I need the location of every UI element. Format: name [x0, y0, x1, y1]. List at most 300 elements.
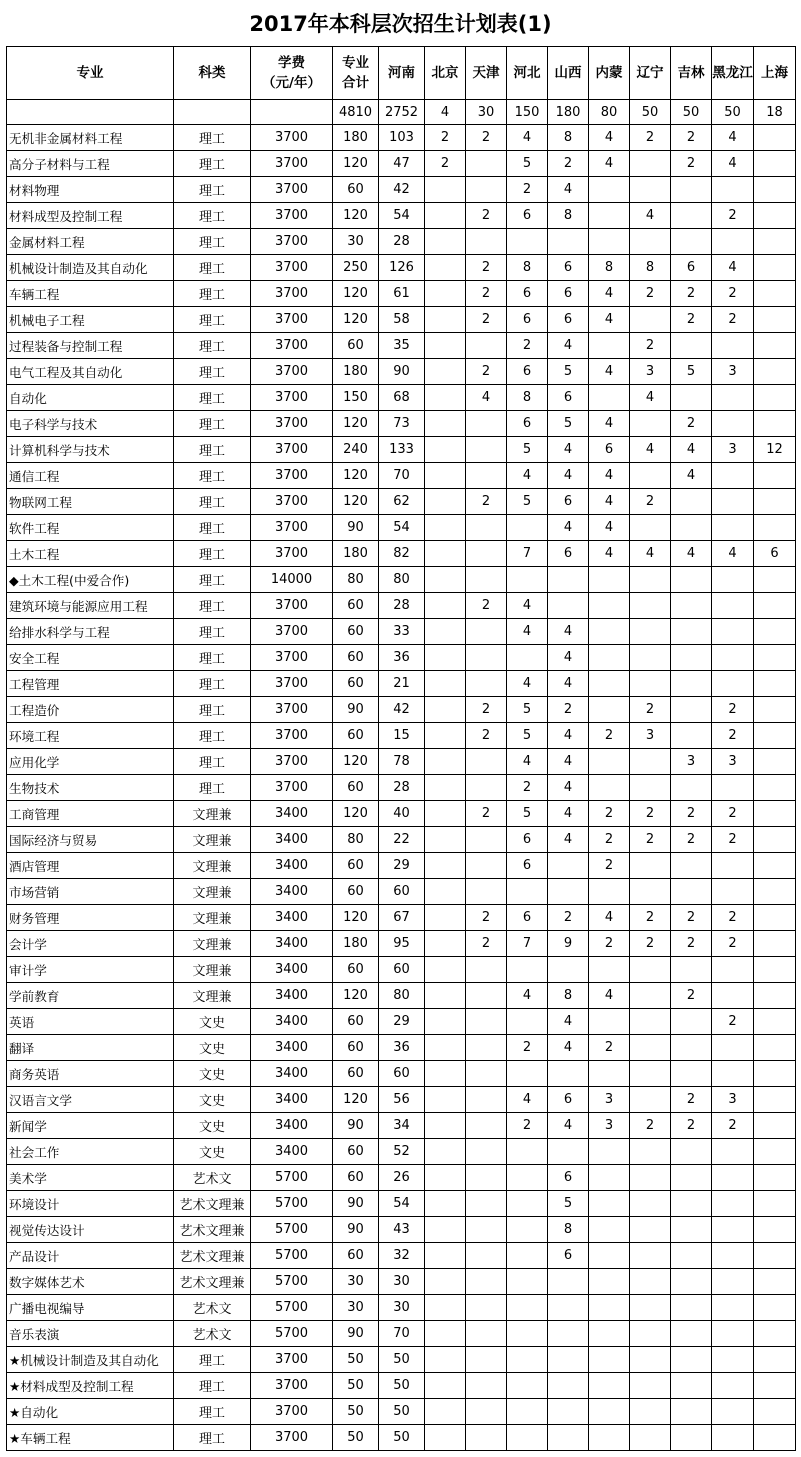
major-total-cell: 60: [333, 593, 379, 619]
province-quota-cell: [425, 957, 466, 983]
province-quota-cell: [589, 1243, 630, 1269]
province-quota-cell: [712, 1165, 754, 1191]
province-quota-cell: [671, 1165, 712, 1191]
province-quota-cell: 2: [548, 697, 589, 723]
province-quota-cell: 4: [630, 541, 671, 567]
province-quota-cell: [589, 749, 630, 775]
province-quota-cell: 2: [712, 697, 754, 723]
fee-cell: 3700: [251, 671, 333, 697]
province-quota-cell: [589, 697, 630, 723]
header-fee: [251, 47, 333, 100]
province-quota-cell: [589, 1399, 630, 1425]
province-quota-cell: 2: [671, 983, 712, 1009]
province-quota-cell: [507, 1399, 548, 1425]
header-province-jilin: 吉林: [671, 47, 712, 100]
province-quota-cell: 6: [548, 1165, 589, 1191]
fee-cell: 3700: [251, 1425, 333, 1451]
province-quota-cell: [712, 1399, 754, 1425]
fee-cell: 3400: [251, 1009, 333, 1035]
major-name-cell: 建筑环境与能源应用工程: [7, 593, 174, 619]
header-major: 专业: [7, 47, 174, 100]
fee-cell: 3400: [251, 801, 333, 827]
fee-cell: 5700: [251, 1321, 333, 1347]
province-quota-cell: [466, 983, 507, 1009]
province-quota-cell: [425, 723, 466, 749]
province-quota-cell: 30: [379, 1295, 425, 1321]
fee-cell: 3700: [251, 593, 333, 619]
province-quota-cell: 3: [671, 749, 712, 775]
table-row: [7, 515, 796, 541]
province-quota-cell: [712, 645, 754, 671]
province-quota-cell: [425, 281, 466, 307]
province-quota-cell: [466, 853, 507, 879]
province-quota-cell: 80: [379, 567, 425, 593]
table-row: [7, 541, 796, 567]
province-quota-cell: [754, 1373, 796, 1399]
province-quota-cell: [507, 1139, 548, 1165]
major-total-cell: 50: [333, 1373, 379, 1399]
province-quota-cell: [712, 177, 754, 203]
province-quota-cell: 2: [671, 827, 712, 853]
province-quota-cell: [630, 151, 671, 177]
province-quota-cell: 3: [712, 1087, 754, 1113]
fee-cell: 3700: [251, 411, 333, 437]
province-quota-cell: 56: [379, 1087, 425, 1113]
province-quota-cell: 2: [466, 255, 507, 281]
province-quota-cell: 9: [548, 931, 589, 957]
fee-cell: 3700: [251, 125, 333, 151]
major-name-cell: 车辆工程: [7, 281, 174, 307]
province-quota-cell: 4: [589, 515, 630, 541]
province-quota-cell: [425, 359, 466, 385]
major-total-cell: 90: [333, 515, 379, 541]
province-quota-cell: [589, 593, 630, 619]
major-name-cell: 汉语言文学: [7, 1087, 174, 1113]
province-quota-cell: [425, 463, 466, 489]
province-quota-cell: [425, 255, 466, 281]
province-quota-cell: 5: [671, 359, 712, 385]
province-quota-cell: [630, 775, 671, 801]
province-quota-cell: [712, 489, 754, 515]
fee-cell: 3700: [251, 151, 333, 177]
province-quota-cell: [589, 957, 630, 983]
province-quota-cell: [712, 619, 754, 645]
province-quota-cell: [425, 1347, 466, 1373]
category-cell: 理工: [174, 229, 251, 255]
major-name-cell: 通信工程: [7, 463, 174, 489]
province-quota-cell: [671, 879, 712, 905]
province-quota-cell: [754, 177, 796, 203]
fee-cell: 5700: [251, 1165, 333, 1191]
category-cell: 理工: [174, 333, 251, 359]
province-quota-cell: [754, 385, 796, 411]
province-quota-cell: 4: [548, 437, 589, 463]
province-quota-cell: [712, 775, 754, 801]
province-quota-cell: 4: [671, 437, 712, 463]
province-quota-cell: [425, 983, 466, 1009]
province-quota-cell: [671, 619, 712, 645]
major-name-cell: 视觉传达设计: [7, 1217, 174, 1243]
major-total-cell: 120: [333, 1087, 379, 1113]
totals-cell: 50: [671, 100, 712, 125]
province-quota-cell: [466, 1373, 507, 1399]
major-name-cell: 商务英语: [7, 1061, 174, 1087]
table-row: [7, 801, 796, 827]
table-row: [7, 255, 796, 281]
province-quota-cell: [425, 1035, 466, 1061]
province-quota-cell: 2: [630, 1113, 671, 1139]
major-total-cell: 60: [333, 1165, 379, 1191]
province-quota-cell: [425, 567, 466, 593]
province-quota-cell: [671, 1295, 712, 1321]
province-quota-cell: 4: [548, 827, 589, 853]
province-quota-cell: [671, 1373, 712, 1399]
province-quota-cell: 6: [507, 281, 548, 307]
fee-cell: 3400: [251, 1087, 333, 1113]
province-quota-cell: 42: [379, 697, 425, 723]
major-total-cell: 180: [333, 359, 379, 385]
province-quota-cell: [671, 1035, 712, 1061]
province-quota-cell: 2: [507, 333, 548, 359]
province-quota-cell: 60: [379, 957, 425, 983]
province-quota-cell: 8: [507, 385, 548, 411]
major-total-cell: 60: [333, 723, 379, 749]
province-quota-cell: [507, 229, 548, 255]
province-quota-cell: 3: [630, 723, 671, 749]
table-row: [7, 723, 796, 749]
category-cell: 文理兼: [174, 983, 251, 1009]
province-quota-cell: 2: [507, 1113, 548, 1139]
header-total-line2: 合计: [342, 75, 369, 91]
fee-cell: 3700: [251, 203, 333, 229]
province-quota-cell: 2: [630, 697, 671, 723]
category-cell: 理工: [174, 593, 251, 619]
table-row: [7, 1373, 796, 1399]
province-quota-cell: [425, 1139, 466, 1165]
province-quota-cell: [630, 229, 671, 255]
category-cell: 文史: [174, 1139, 251, 1165]
province-quota-cell: [548, 879, 589, 905]
province-quota-cell: 8: [548, 203, 589, 229]
totals-blank: [7, 100, 174, 125]
province-quota-cell: [671, 1425, 712, 1451]
province-quota-cell: [589, 1347, 630, 1373]
province-quota-cell: 6: [507, 203, 548, 229]
province-quota-cell: 2: [671, 931, 712, 957]
province-quota-cell: [754, 931, 796, 957]
province-quota-cell: [754, 1347, 796, 1373]
province-quota-cell: [671, 645, 712, 671]
category-cell: 艺术文: [174, 1321, 251, 1347]
province-quota-cell: 4: [589, 151, 630, 177]
province-quota-cell: [466, 411, 507, 437]
province-quota-cell: 6: [548, 385, 589, 411]
province-quota-cell: 4: [630, 437, 671, 463]
province-quota-cell: 30: [379, 1269, 425, 1295]
province-quota-cell: [548, 853, 589, 879]
province-quota-cell: 4: [548, 515, 589, 541]
province-quota-cell: 68: [379, 385, 425, 411]
province-quota-cell: 4: [712, 125, 754, 151]
fee-cell: 3400: [251, 957, 333, 983]
province-quota-cell: [754, 411, 796, 437]
category-cell: 理工: [174, 697, 251, 723]
province-quota-cell: 29: [379, 853, 425, 879]
category-cell: 理工: [174, 1347, 251, 1373]
province-quota-cell: 6: [548, 1243, 589, 1269]
enrollment-plan-table: [6, 46, 796, 1451]
province-quota-cell: 2: [712, 801, 754, 827]
province-quota-cell: 6: [548, 1087, 589, 1113]
province-quota-cell: 2: [671, 1087, 712, 1113]
table-row: [7, 697, 796, 723]
province-quota-cell: [712, 411, 754, 437]
province-quota-cell: [754, 671, 796, 697]
province-quota-cell: [671, 697, 712, 723]
province-quota-cell: [671, 723, 712, 749]
province-quota-cell: 36: [379, 645, 425, 671]
province-quota-cell: [425, 1165, 466, 1191]
province-quota-cell: 8: [548, 983, 589, 1009]
province-quota-cell: 4: [548, 1009, 589, 1035]
major-name-cell: 高分子材料与工程: [7, 151, 174, 177]
major-name-cell: 应用化学: [7, 749, 174, 775]
province-quota-cell: 2: [630, 281, 671, 307]
province-quota-cell: 2: [507, 775, 548, 801]
province-quota-cell: [630, 619, 671, 645]
major-total-cell: 180: [333, 541, 379, 567]
category-cell: 文史: [174, 1113, 251, 1139]
province-quota-cell: 5: [548, 411, 589, 437]
province-quota-cell: [630, 1009, 671, 1035]
major-total-cell: 50: [333, 1347, 379, 1373]
fee-cell: 3700: [251, 489, 333, 515]
province-quota-cell: 36: [379, 1035, 425, 1061]
province-quota-cell: [589, 333, 630, 359]
province-quota-cell: [425, 645, 466, 671]
major-name-cell: 计算机科学与技术: [7, 437, 174, 463]
province-quota-cell: [466, 1191, 507, 1217]
table-row: [7, 229, 796, 255]
table-row: [7, 1165, 796, 1191]
province-quota-cell: 4: [548, 177, 589, 203]
province-quota-cell: [466, 151, 507, 177]
province-quota-cell: [630, 1295, 671, 1321]
category-cell: 艺术文: [174, 1295, 251, 1321]
province-quota-cell: 2: [712, 931, 754, 957]
province-quota-cell: [548, 1347, 589, 1373]
fee-cell: 3400: [251, 1139, 333, 1165]
major-name-cell: 英语: [7, 1009, 174, 1035]
province-quota-cell: [466, 1243, 507, 1269]
category-cell: 艺术文理兼: [174, 1191, 251, 1217]
major-total-cell: 120: [333, 203, 379, 229]
totals-blank: [251, 100, 333, 125]
province-quota-cell: [712, 1061, 754, 1087]
category-cell: 艺术文理兼: [174, 1243, 251, 1269]
table-row: [7, 905, 796, 931]
province-quota-cell: [589, 1009, 630, 1035]
fee-cell: 3700: [251, 697, 333, 723]
province-quota-cell: 4: [712, 151, 754, 177]
province-quota-cell: 2: [425, 151, 466, 177]
province-quota-cell: [466, 1009, 507, 1035]
major-total-cell: 80: [333, 567, 379, 593]
province-quota-cell: [466, 645, 507, 671]
totals-cell: 180: [548, 100, 589, 125]
province-quota-cell: 4: [548, 645, 589, 671]
category-cell: 艺术文: [174, 1165, 251, 1191]
province-quota-cell: [712, 1295, 754, 1321]
major-total-cell: 60: [333, 619, 379, 645]
major-total-cell: 120: [333, 801, 379, 827]
province-quota-cell: [466, 333, 507, 359]
province-quota-cell: [589, 1191, 630, 1217]
header-province-shanghai: 上海: [754, 47, 796, 100]
province-quota-cell: [589, 567, 630, 593]
province-quota-cell: 2: [630, 905, 671, 931]
province-quota-cell: [671, 593, 712, 619]
province-quota-cell: [425, 1243, 466, 1269]
table-row: [7, 1035, 796, 1061]
table-row: [7, 619, 796, 645]
province-quota-cell: [754, 619, 796, 645]
province-quota-cell: [425, 1217, 466, 1243]
province-quota-cell: [712, 1373, 754, 1399]
province-quota-cell: 5: [507, 801, 548, 827]
fee-cell: 3400: [251, 905, 333, 931]
province-quota-cell: [466, 1061, 507, 1087]
province-quota-cell: [630, 1217, 671, 1243]
province-quota-cell: [754, 151, 796, 177]
table-row: [7, 463, 796, 489]
category-cell: 文理兼: [174, 801, 251, 827]
province-quota-cell: 4: [507, 749, 548, 775]
province-quota-cell: 4: [548, 723, 589, 749]
province-quota-cell: [630, 593, 671, 619]
province-quota-cell: [754, 827, 796, 853]
fee-cell: 3400: [251, 879, 333, 905]
table-row: [7, 1269, 796, 1295]
province-quota-cell: 2: [712, 723, 754, 749]
province-quota-cell: [466, 1321, 507, 1347]
province-quota-cell: [466, 567, 507, 593]
table-row: [7, 879, 796, 905]
province-quota-cell: [754, 1139, 796, 1165]
fee-cell: 14000: [251, 567, 333, 593]
province-quota-cell: 62: [379, 489, 425, 515]
province-quota-cell: [425, 931, 466, 957]
province-quota-cell: 95: [379, 931, 425, 957]
major-total-cell: 60: [333, 957, 379, 983]
province-quota-cell: 4: [712, 255, 754, 281]
province-quota-cell: [548, 229, 589, 255]
province-quota-cell: 4: [630, 385, 671, 411]
province-quota-cell: [754, 229, 796, 255]
province-quota-cell: [425, 1425, 466, 1451]
major-total-cell: 60: [333, 333, 379, 359]
province-quota-cell: [630, 1399, 671, 1425]
province-quota-cell: [425, 1191, 466, 1217]
province-quota-cell: [630, 1087, 671, 1113]
header-province-hebei: 河北: [507, 47, 548, 100]
province-quota-cell: 4: [548, 1035, 589, 1061]
totals-blank: [174, 100, 251, 125]
table-row: [7, 1295, 796, 1321]
major-total-cell: 60: [333, 645, 379, 671]
province-quota-cell: [754, 463, 796, 489]
province-quota-cell: 35: [379, 333, 425, 359]
province-quota-cell: [425, 489, 466, 515]
province-quota-cell: [754, 853, 796, 879]
category-cell: 文理兼: [174, 827, 251, 853]
province-quota-cell: [754, 957, 796, 983]
province-quota-cell: 2: [712, 905, 754, 931]
province-quota-cell: [754, 1399, 796, 1425]
fee-cell: 3700: [251, 177, 333, 203]
province-quota-cell: 8: [548, 125, 589, 151]
major-name-cell: ★材料成型及控制工程: [7, 1373, 174, 1399]
province-quota-cell: [712, 567, 754, 593]
province-quota-cell: [754, 489, 796, 515]
province-quota-cell: 40: [379, 801, 425, 827]
province-quota-cell: 60: [379, 1061, 425, 1087]
province-quota-cell: 2: [630, 333, 671, 359]
header-category: 科类: [174, 47, 251, 100]
province-quota-cell: [507, 1295, 548, 1321]
category-cell: 理工: [174, 411, 251, 437]
category-cell: 理工: [174, 437, 251, 463]
table-row: [7, 281, 796, 307]
major-name-cell: 给排水科学与工程: [7, 619, 174, 645]
province-quota-cell: [425, 593, 466, 619]
header-province-tianjin: 天津: [466, 47, 507, 100]
province-quota-cell: [548, 593, 589, 619]
province-quota-cell: [425, 437, 466, 463]
header-fee-line1: 学费: [278, 55, 305, 71]
major-name-cell: 审计学: [7, 957, 174, 983]
major-total-cell: 120: [333, 307, 379, 333]
major-total-cell: 50: [333, 1425, 379, 1451]
header-total-line1: 专业: [342, 55, 369, 71]
province-quota-cell: 6: [507, 411, 548, 437]
province-quota-cell: [671, 1269, 712, 1295]
table-row: [7, 1425, 796, 1451]
province-quota-cell: [425, 411, 466, 437]
province-quota-cell: [671, 203, 712, 229]
province-quota-cell: 6: [548, 307, 589, 333]
province-quota-cell: [466, 1035, 507, 1061]
province-quota-cell: [507, 1217, 548, 1243]
province-quota-cell: [630, 567, 671, 593]
major-total-cell: 120: [333, 281, 379, 307]
table-row: [7, 489, 796, 515]
major-name-cell: 翻译: [7, 1035, 174, 1061]
major-name-cell: 会计学: [7, 931, 174, 957]
table-row: [7, 1009, 796, 1035]
table-row: [7, 775, 796, 801]
province-quota-cell: 67: [379, 905, 425, 931]
category-cell: 理工: [174, 723, 251, 749]
province-quota-cell: [466, 1087, 507, 1113]
province-quota-cell: 2: [466, 905, 507, 931]
province-quota-cell: [466, 957, 507, 983]
major-name-cell: 数字媒体艺术: [7, 1269, 174, 1295]
table-row: [7, 307, 796, 333]
province-quota-cell: 54: [379, 515, 425, 541]
table-row: [7, 1243, 796, 1269]
major-total-cell: 60: [333, 1243, 379, 1269]
